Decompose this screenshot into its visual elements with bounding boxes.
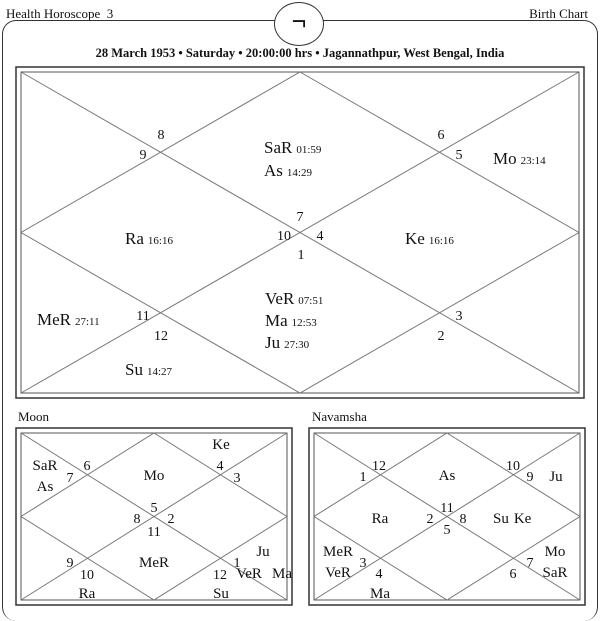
main-sign-h12: 12 — [154, 329, 168, 344]
planet-label: As — [438, 468, 456, 484]
moon-sign-h8: 12 — [213, 568, 227, 583]
main-sign-h10: 10 — [277, 229, 291, 244]
main-sign-h5: 5 — [455, 148, 463, 163]
planet-label: SaR 01:59 — [264, 138, 322, 157]
moon-sign-h7: 11 — [147, 525, 161, 540]
planet-label: Ra — [371, 511, 389, 527]
planet-label: Mo — [143, 468, 165, 484]
main-sign-h6: 6 — [437, 128, 445, 143]
planet-label: Mo — [544, 544, 566, 560]
navamsha-chart-title: Navamsha — [312, 409, 367, 424]
planet-label: Ju 27:30 — [265, 333, 310, 352]
main-sign-h11: 11 — [136, 309, 150, 324]
main-sign-h7: 7 — [296, 210, 304, 225]
planet-label: VeR — [236, 566, 262, 582]
nav-sign-h4: 2 — [426, 512, 434, 527]
moon-sign-h6: 10 — [80, 568, 94, 583]
planet-label: Ma — [272, 566, 292, 582]
nav-sign-h10: 8 — [459, 512, 467, 527]
planet-label: Ke 16:16 — [405, 229, 454, 248]
planet-label: Ju — [549, 469, 563, 485]
main-sign-h8: 8 — [157, 128, 165, 143]
planet-label: Ra — [78, 586, 96, 602]
moon-sign-h11: 3 — [233, 471, 241, 486]
planet-label: MeR — [139, 555, 169, 571]
header-page-number: 3 — [106, 6, 114, 21]
nav-sign-h5: 3 — [359, 556, 367, 571]
nav-sign-h9: 7 — [526, 556, 534, 571]
moon-sign-h5: 9 — [66, 556, 74, 571]
planet-label: Ke — [212, 437, 230, 453]
main-sign-h3: 3 — [455, 309, 463, 324]
moon-chart-title: Moon — [18, 409, 50, 424]
moon-sign-h12: 4 — [216, 459, 224, 474]
moon-sign-h3: 7 — [66, 471, 74, 486]
nav-sign-h12: 10 — [506, 459, 520, 474]
planet-label: MeR — [323, 544, 353, 560]
planet-label: Ra 16:16 — [125, 229, 173, 248]
emblem-glyph: ¬ — [291, 7, 307, 36]
nav-sign-h11: 9 — [526, 470, 534, 485]
planet-label: Ma — [370, 586, 390, 602]
nav-sign-h7: 5 — [443, 523, 451, 538]
planet-label: As — [36, 479, 54, 495]
main-sign-h9: 9 — [139, 148, 147, 163]
nav-sign-h2: 12 — [372, 459, 386, 474]
planet-label: Ma 12:53 — [265, 311, 317, 330]
planet-label: Su Ke — [493, 511, 532, 527]
nav-sign-h6: 4 — [375, 567, 383, 582]
planet-label: Su 14:27 — [125, 360, 173, 379]
planet-label: As 14:29 — [264, 161, 312, 180]
moon-planets — [32, 437, 292, 602]
planet-label: VeR — [325, 565, 351, 581]
moon-sign-h4: 8 — [133, 512, 141, 527]
header-title-text: Health Horoscope — [6, 6, 101, 21]
planet-label: Mo 23:14 — [493, 149, 546, 168]
planet-label: VeR 07:51 — [265, 289, 324, 308]
birth-details: 28 March 1953 • Saturday • 20:00:00 hrs • Jagannathpur, West Bengal, India — [95, 46, 505, 60]
main-sign-h1: 1 — [297, 248, 305, 263]
nav-sign-h3: 1 — [359, 470, 367, 485]
header-chart-type: Birth Chart — [529, 6, 588, 21]
planet-label: Ju — [256, 544, 270, 560]
planet-label: Su — [213, 586, 229, 602]
moon-sign-h1: 5 — [150, 501, 158, 516]
main-sign-h2: 2 — [437, 329, 445, 344]
main-sign-h4: 4 — [316, 229, 324, 244]
moon-sign-h10: 2 — [167, 512, 175, 527]
nav-sign-h8: 6 — [509, 567, 517, 582]
nav-sign-h1: 11 — [440, 501, 454, 516]
main-planets — [37, 138, 546, 379]
planet-label: SaR — [542, 565, 568, 581]
planet-label: SaR — [32, 458, 58, 474]
moon-sign-h2: 6 — [83, 459, 91, 474]
moon-sign-h9: 1 — [233, 556, 241, 571]
planet-label: MeR 27:11 — [37, 310, 100, 329]
